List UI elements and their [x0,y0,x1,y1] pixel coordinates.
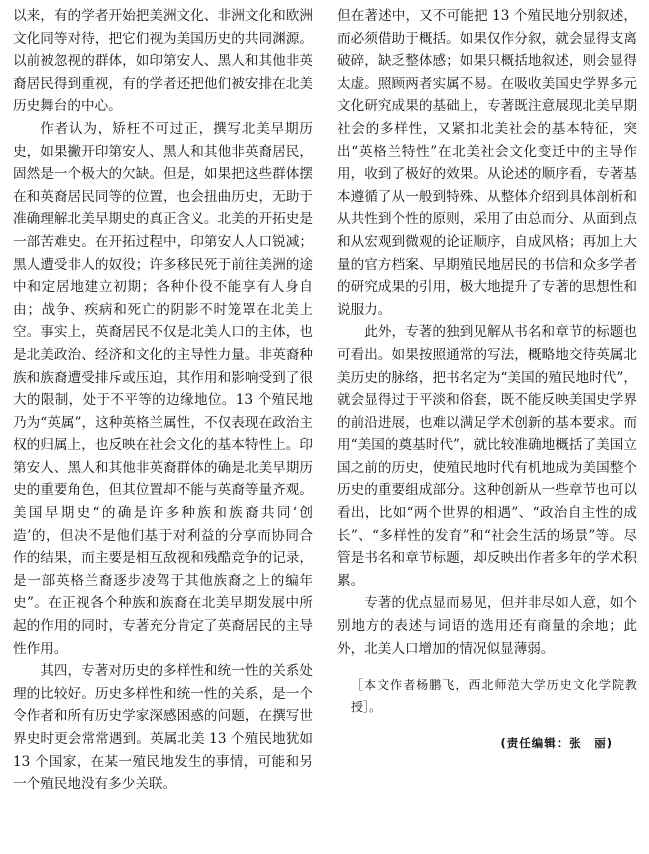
right-column [337,5,637,755]
paragraph-synthesis: 但在著述中，又不可能把 13 个殖民地分别叙述，而必须借助于概括。如果仅作分叙，就会显得支离破碎，缺乏整体感；如果只概括地叙述，则会显得太虚。照顾两者实属不易。在吸收美国史学界多元文化研究成果的基础上，专著既注意展现北美早期社会的多样性，又紧扣北美社会的基本特征，突出“英格兰特性”在北美社会文化变迁中的主导作用，收到了极好的效果。从论述的顺序看，专著基本遵循了从一般到特殊、从整体介绍到具体剖析和从共性到个性的原则，采用了由总而分、从面到点和从宏观到微观的论证顺序，自成风格；再加上大量的官方档案、早期殖民地居民的书信和众多学者的研究成果的引用，极大地提升了专著的思想性和说服力。 [337,8,637,318]
paragraph-title-insight: 此外，专著的独到见解从书名和章节的标题也可看出。如果按照通常的写法，概略地交待英属北美历史的脉络，把书名定为“美国的殖民地时代”，就会显得过于平淡和俗套，既不能反映美国史学界的前沿进展，也难以满足学术创新的基本要求。而用“美国的奠基时代”，就比较准确地概括了美国立国之前的历史，使殖民地时代有机地成为美国整个历史的重要组成部分。这种创新从一些章节也可以看出，比如“两个世界的相遇”、“政治自主性的成长”、“多样性的发育”和“社会生活的场景”等。尽管是书名和章节标题，却反映出作者多年的学术积累。 [337,324,637,589]
left-column [13,5,313,796]
paragraph-critique: 专著的优点显而易见，但并非尽如人意，如个别地方的表述与词语的选用还有商量的余地；此外，北美人口增加的情况似显薄弱。 [337,595,637,657]
author-note: ［本文作者杨鹏飞，西北师范大学历史文化学院教授］。 [351,678,637,715]
paragraph-continuation: 以来，有的学者开始把美洲文化、非洲文化和欧洲文化同等对待，把它们视为美国历史的共同渊源。以前被忽视的群体，如印第安人、黑人和其他非英裔居民得到重视，有的学者还把他们被安排在北美历史舞台的中心。 [13,8,313,115]
editor-credit: (责任编辑：张 丽) [500,736,613,751]
paragraph-author-view: 作者认为，矫枉不可过正，撰写北美早期历史，如果撇开印第安人、黑人和其他非英裔居民，固然是一个极大的欠缺。但是，如果把这些群体摆在和英裔居民同等的位置，也会扭曲历史，无助于准确理解北美早期史的真正含义。北美的开拓史是一部苦难史。在开拓过程中，印第安人人口锐减；黑人遭受非人的奴役；许多移民死于前往美洲的途中和定居地建立初期；各种仆役不能享有人身自由；战争、疾病和死亡的阴影不时笼罩在北美上空。事实上，英裔居民不仅是北美人口的主体，也是北美政治、经济和文化的主导性力量。非英裔种族和族裔遭受排斥或压迫，其作用和影响受到了很大的限制，处于不平等的边缘地位。13 个殖民地乃为“英属”，这种英格兰属性，不仅表现在政治主权的归属上，也反映在社会文化的基本特性上。印第安人、黑人和其他非英裔群体的确是北美早期历史的重要角色，但其位置却不能与英裔等量齐观。美国早期史“的确是许多种族和族裔共同‘创造’的，但决不是他们基于对利益的分享而协同合作的结果，而主要是相互敌视和残酷竞争的记录，是一部英格兰裔逐步凌驾于其他族裔之上的编年史”。在正视各个种族和族裔在北美早期发展中所起的作用的同时，专著充分肯定了英裔居民的主导性作用。 [13,120,313,657]
paragraph-point-four: 其四，专著对历史的多样性和统一性的关系处理的比较好。历史多样性和统一性的关系，是一个令作者和所有历史学家深感困惑的问题，在撰写世界史时更会常常遇到。英属北美 13 个殖民地犹如 13 个国家，在某一殖民地发生的事情，可能和另一个殖民地没有多少关联。 [13,663,313,793]
